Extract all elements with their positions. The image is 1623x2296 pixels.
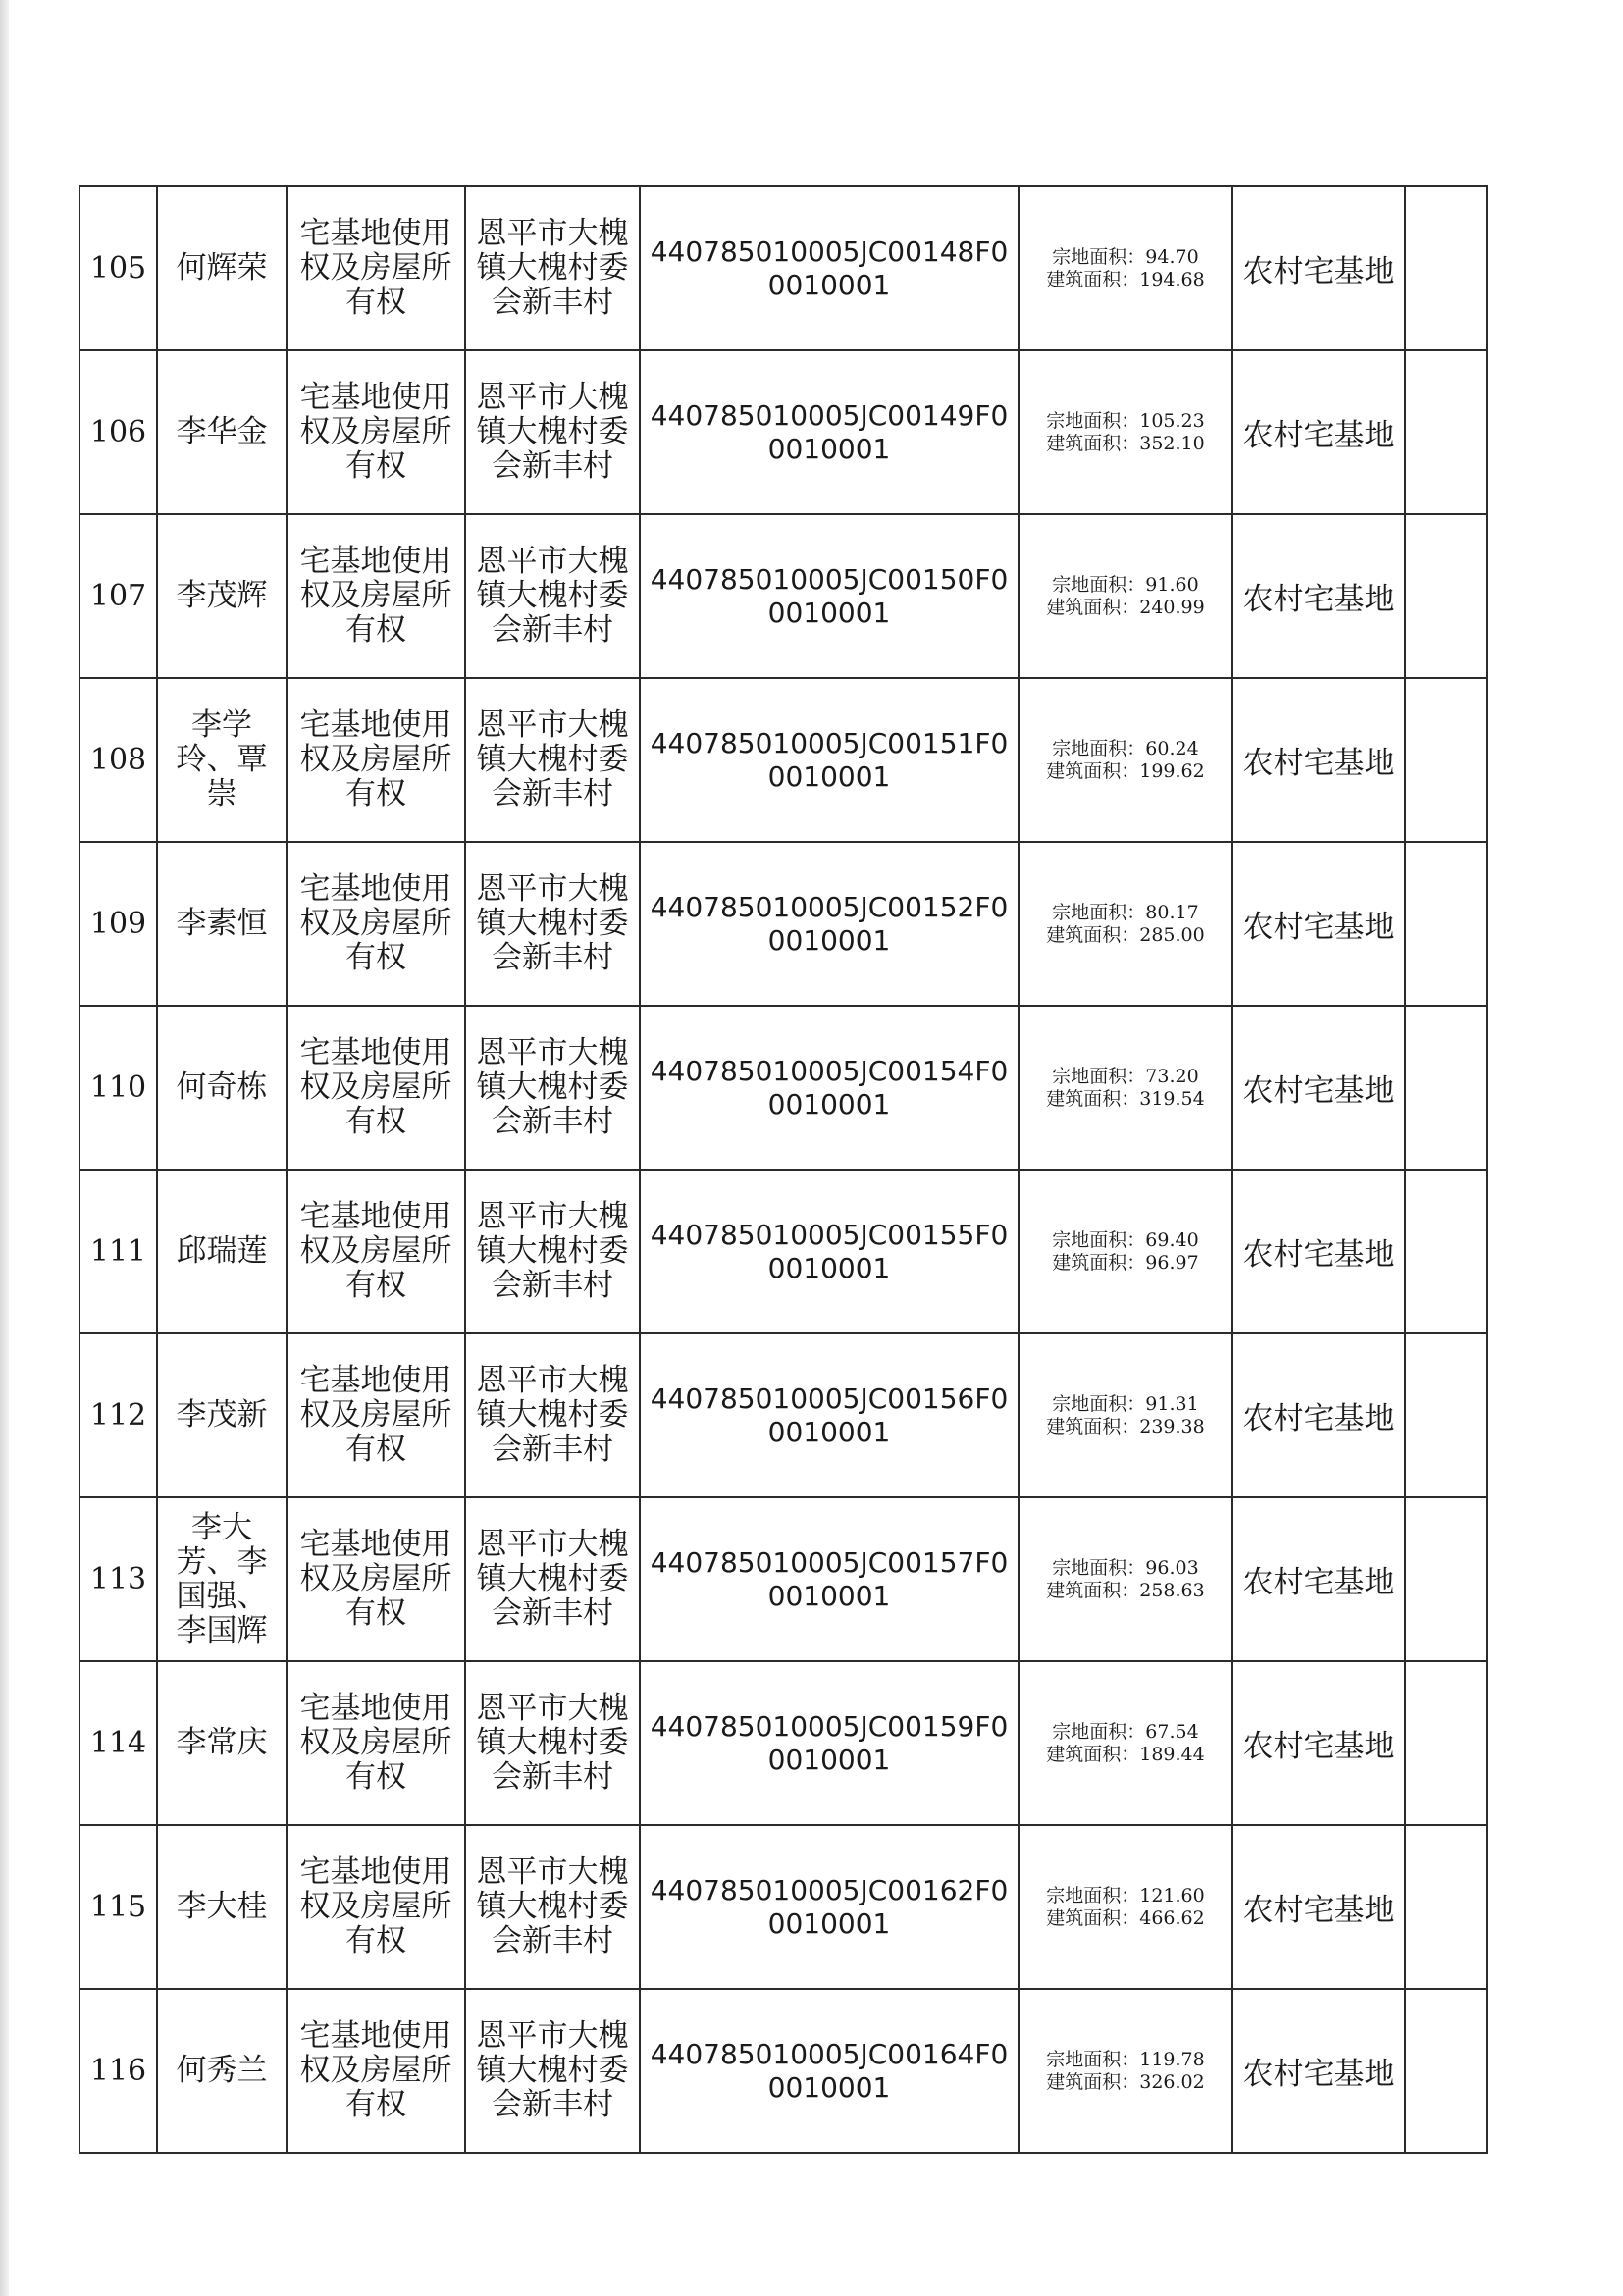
remark-cell <box>1405 1989 1487 2153</box>
owner-name: 李素恒 <box>157 842 287 1006</box>
table-row <box>79 1661 1487 1825</box>
right-type: 宅基地使用权及房屋所有权 <box>287 1825 465 1989</box>
table-row <box>79 186 1487 350</box>
unit-code: 440785010005JC00152F00010001 <box>640 842 1019 1006</box>
land-area: 宗地面积：60.24 <box>1052 737 1199 759</box>
table-row <box>79 678 1487 842</box>
area-cell <box>1019 1825 1232 1989</box>
remark-cell <box>1405 842 1487 1006</box>
area-cell <box>1019 1006 1232 1170</box>
table-row <box>79 1497 1487 1661</box>
building-area: 建筑面积：189.44 <box>1046 1743 1205 1765</box>
owner-name: 李学玲、覃崇 <box>157 678 287 842</box>
building-area: 建筑面积：199.62 <box>1046 759 1205 782</box>
area-cell <box>1019 842 1232 1006</box>
land-use-type: 农村宅基地 <box>1232 1497 1405 1661</box>
row-number: 108 <box>79 678 157 842</box>
building-area: 建筑面积：326.02 <box>1046 2070 1205 2093</box>
row-number: 110 <box>79 1006 157 1170</box>
remark-cell <box>1405 1497 1487 1661</box>
right-type: 宅基地使用权及房屋所有权 <box>287 1006 465 1170</box>
row-number: 115 <box>79 1825 157 1989</box>
land-area: 宗地面积：69.40 <box>1052 1228 1199 1251</box>
area-cell <box>1019 1333 1232 1497</box>
land-area: 宗地面积：94.70 <box>1052 245 1199 268</box>
land-use-type: 农村宅基地 <box>1232 1661 1405 1825</box>
area-cell <box>1019 350 1232 514</box>
land-area: 宗地面积：73.20 <box>1052 1065 1199 1087</box>
table-row <box>79 1333 1487 1497</box>
right-type: 宅基地使用权及房屋所有权 <box>287 1333 465 1497</box>
land-use-type: 农村宅基地 <box>1232 350 1405 514</box>
unit-code: 440785010005JC00164F00010001 <box>640 1989 1019 2153</box>
building-area: 建筑面积：319.54 <box>1046 1087 1205 1110</box>
right-type: 宅基地使用权及房屋所有权 <box>287 842 465 1006</box>
remark-cell <box>1405 1006 1487 1170</box>
remark-cell <box>1405 350 1487 514</box>
land-use-type: 农村宅基地 <box>1232 1170 1405 1333</box>
unit-code: 440785010005JC00150F00010001 <box>640 514 1019 678</box>
owner-name: 李华金 <box>157 350 287 514</box>
property-location: 恩平市大槐镇大槐村委会新丰村 <box>465 1989 640 2153</box>
building-area: 建筑面积：239.38 <box>1046 1415 1205 1437</box>
right-type: 宅基地使用权及房屋所有权 <box>287 1170 465 1333</box>
land-area: 宗地面积：105.23 <box>1046 409 1205 432</box>
property-location: 恩平市大槐镇大槐村委会新丰村 <box>465 1497 640 1661</box>
unit-code: 440785010005JC00149F00010001 <box>640 350 1019 514</box>
remark-cell <box>1405 514 1487 678</box>
owner-name: 何辉荣 <box>157 186 287 350</box>
property-location: 恩平市大槐镇大槐村委会新丰村 <box>465 1661 640 1825</box>
remark-cell <box>1405 186 1487 350</box>
row-number: 113 <box>79 1497 157 1661</box>
remark-cell <box>1405 1333 1487 1497</box>
unit-code: 440785010005JC00157F00010001 <box>640 1497 1019 1661</box>
owner-name: 邱瑞莲 <box>157 1170 287 1333</box>
row-number: 106 <box>79 350 157 514</box>
land-use-type: 农村宅基地 <box>1232 1825 1405 1989</box>
land-use-type: 农村宅基地 <box>1232 1333 1405 1497</box>
unit-code: 440785010005JC00154F00010001 <box>640 1006 1019 1170</box>
unit-code: 440785010005JC00156F00010001 <box>640 1333 1019 1497</box>
property-location: 恩平市大槐镇大槐村委会新丰村 <box>465 1825 640 1989</box>
area-cell <box>1019 1989 1232 2153</box>
building-area: 建筑面积：258.63 <box>1046 1579 1205 1601</box>
building-area: 建筑面积：285.00 <box>1046 923 1205 946</box>
land-use-type: 农村宅基地 <box>1232 514 1405 678</box>
area-cell <box>1019 1170 1232 1333</box>
owner-name: 李大芳、李国强、李国辉 <box>157 1497 287 1661</box>
row-number: 111 <box>79 1170 157 1333</box>
area-cell <box>1019 678 1232 842</box>
land-area: 宗地面积：91.60 <box>1052 573 1199 596</box>
land-area: 宗地面积：67.54 <box>1052 1720 1199 1743</box>
area-cell <box>1019 514 1232 678</box>
owner-name: 李大桂 <box>157 1825 287 1989</box>
owner-name: 何秀兰 <box>157 1989 287 2153</box>
table-row <box>79 514 1487 678</box>
right-type: 宅基地使用权及房屋所有权 <box>287 186 465 350</box>
unit-code: 440785010005JC00151F00010001 <box>640 678 1019 842</box>
land-area: 宗地面积：119.78 <box>1046 2048 1205 2070</box>
property-location: 恩平市大槐镇大槐村委会新丰村 <box>465 1006 640 1170</box>
owner-name: 李常庆 <box>157 1661 287 1825</box>
unit-code: 440785010005JC00148F00010001 <box>640 186 1019 350</box>
table-row <box>79 350 1487 514</box>
right-type: 宅基地使用权及房屋所有权 <box>287 1989 465 2153</box>
property-location: 恩平市大槐镇大槐村委会新丰村 <box>465 186 640 350</box>
remark-cell <box>1405 1661 1487 1825</box>
right-type: 宅基地使用权及房屋所有权 <box>287 350 465 514</box>
owner-name: 李茂新 <box>157 1333 287 1497</box>
land-use-type: 农村宅基地 <box>1232 1989 1405 2153</box>
building-area: 建筑面积：466.62 <box>1046 1906 1205 1929</box>
table-row <box>79 1170 1487 1333</box>
table-row <box>79 1989 1487 2153</box>
property-location: 恩平市大槐镇大槐村委会新丰村 <box>465 678 640 842</box>
land-use-type: 农村宅基地 <box>1232 842 1405 1006</box>
table-body <box>79 186 1487 2153</box>
property-location: 恩平市大槐镇大槐村委会新丰村 <box>465 1170 640 1333</box>
property-location: 恩平市大槐镇大槐村委会新丰村 <box>465 842 640 1006</box>
row-number: 114 <box>79 1661 157 1825</box>
land-use-type: 农村宅基地 <box>1232 678 1405 842</box>
land-area: 宗地面积：80.17 <box>1052 901 1199 923</box>
row-number: 107 <box>79 514 157 678</box>
owner-name: 何奇栋 <box>157 1006 287 1170</box>
table-row <box>79 1825 1487 1989</box>
owner-name: 李茂辉 <box>157 514 287 678</box>
building-area: 建筑面积：96.97 <box>1052 1251 1199 1274</box>
property-location: 恩平市大槐镇大槐村委会新丰村 <box>465 350 640 514</box>
registration-table <box>79 185 1488 2154</box>
land-area: 宗地面积：91.31 <box>1052 1392 1199 1415</box>
area-cell <box>1019 1497 1232 1661</box>
property-location: 恩平市大槐镇大槐村委会新丰村 <box>465 514 640 678</box>
unit-code: 440785010005JC00162F00010001 <box>640 1825 1019 1989</box>
table-row <box>79 842 1487 1006</box>
land-use-type: 农村宅基地 <box>1232 1006 1405 1170</box>
building-area: 建筑面积：240.99 <box>1046 596 1205 618</box>
row-number: 109 <box>79 842 157 1006</box>
building-area: 建筑面积：194.68 <box>1046 268 1205 290</box>
remark-cell <box>1405 678 1487 842</box>
right-type: 宅基地使用权及房屋所有权 <box>287 1661 465 1825</box>
row-number: 116 <box>79 1989 157 2153</box>
area-cell <box>1019 1661 1232 1825</box>
building-area: 建筑面积：352.10 <box>1046 432 1205 454</box>
land-area: 宗地面积：96.03 <box>1052 1556 1199 1579</box>
land-use-type: 农村宅基地 <box>1232 186 1405 350</box>
unit-code: 440785010005JC00155F00010001 <box>640 1170 1019 1333</box>
unit-code: 440785010005JC00159F00010001 <box>640 1661 1019 1825</box>
property-location: 恩平市大槐镇大槐村委会新丰村 <box>465 1333 640 1497</box>
remark-cell <box>1405 1170 1487 1333</box>
area-cell <box>1019 186 1232 350</box>
right-type: 宅基地使用权及房屋所有权 <box>287 514 465 678</box>
row-number: 112 <box>79 1333 157 1497</box>
remark-cell <box>1405 1825 1487 1989</box>
scan-edge-shadow <box>0 0 9 2296</box>
table-row <box>79 1006 1487 1170</box>
row-number: 105 <box>79 186 157 350</box>
land-area: 宗地面积：121.60 <box>1046 1884 1205 1906</box>
right-type: 宅基地使用权及房屋所有权 <box>287 1497 465 1661</box>
right-type: 宅基地使用权及房屋所有权 <box>287 678 465 842</box>
